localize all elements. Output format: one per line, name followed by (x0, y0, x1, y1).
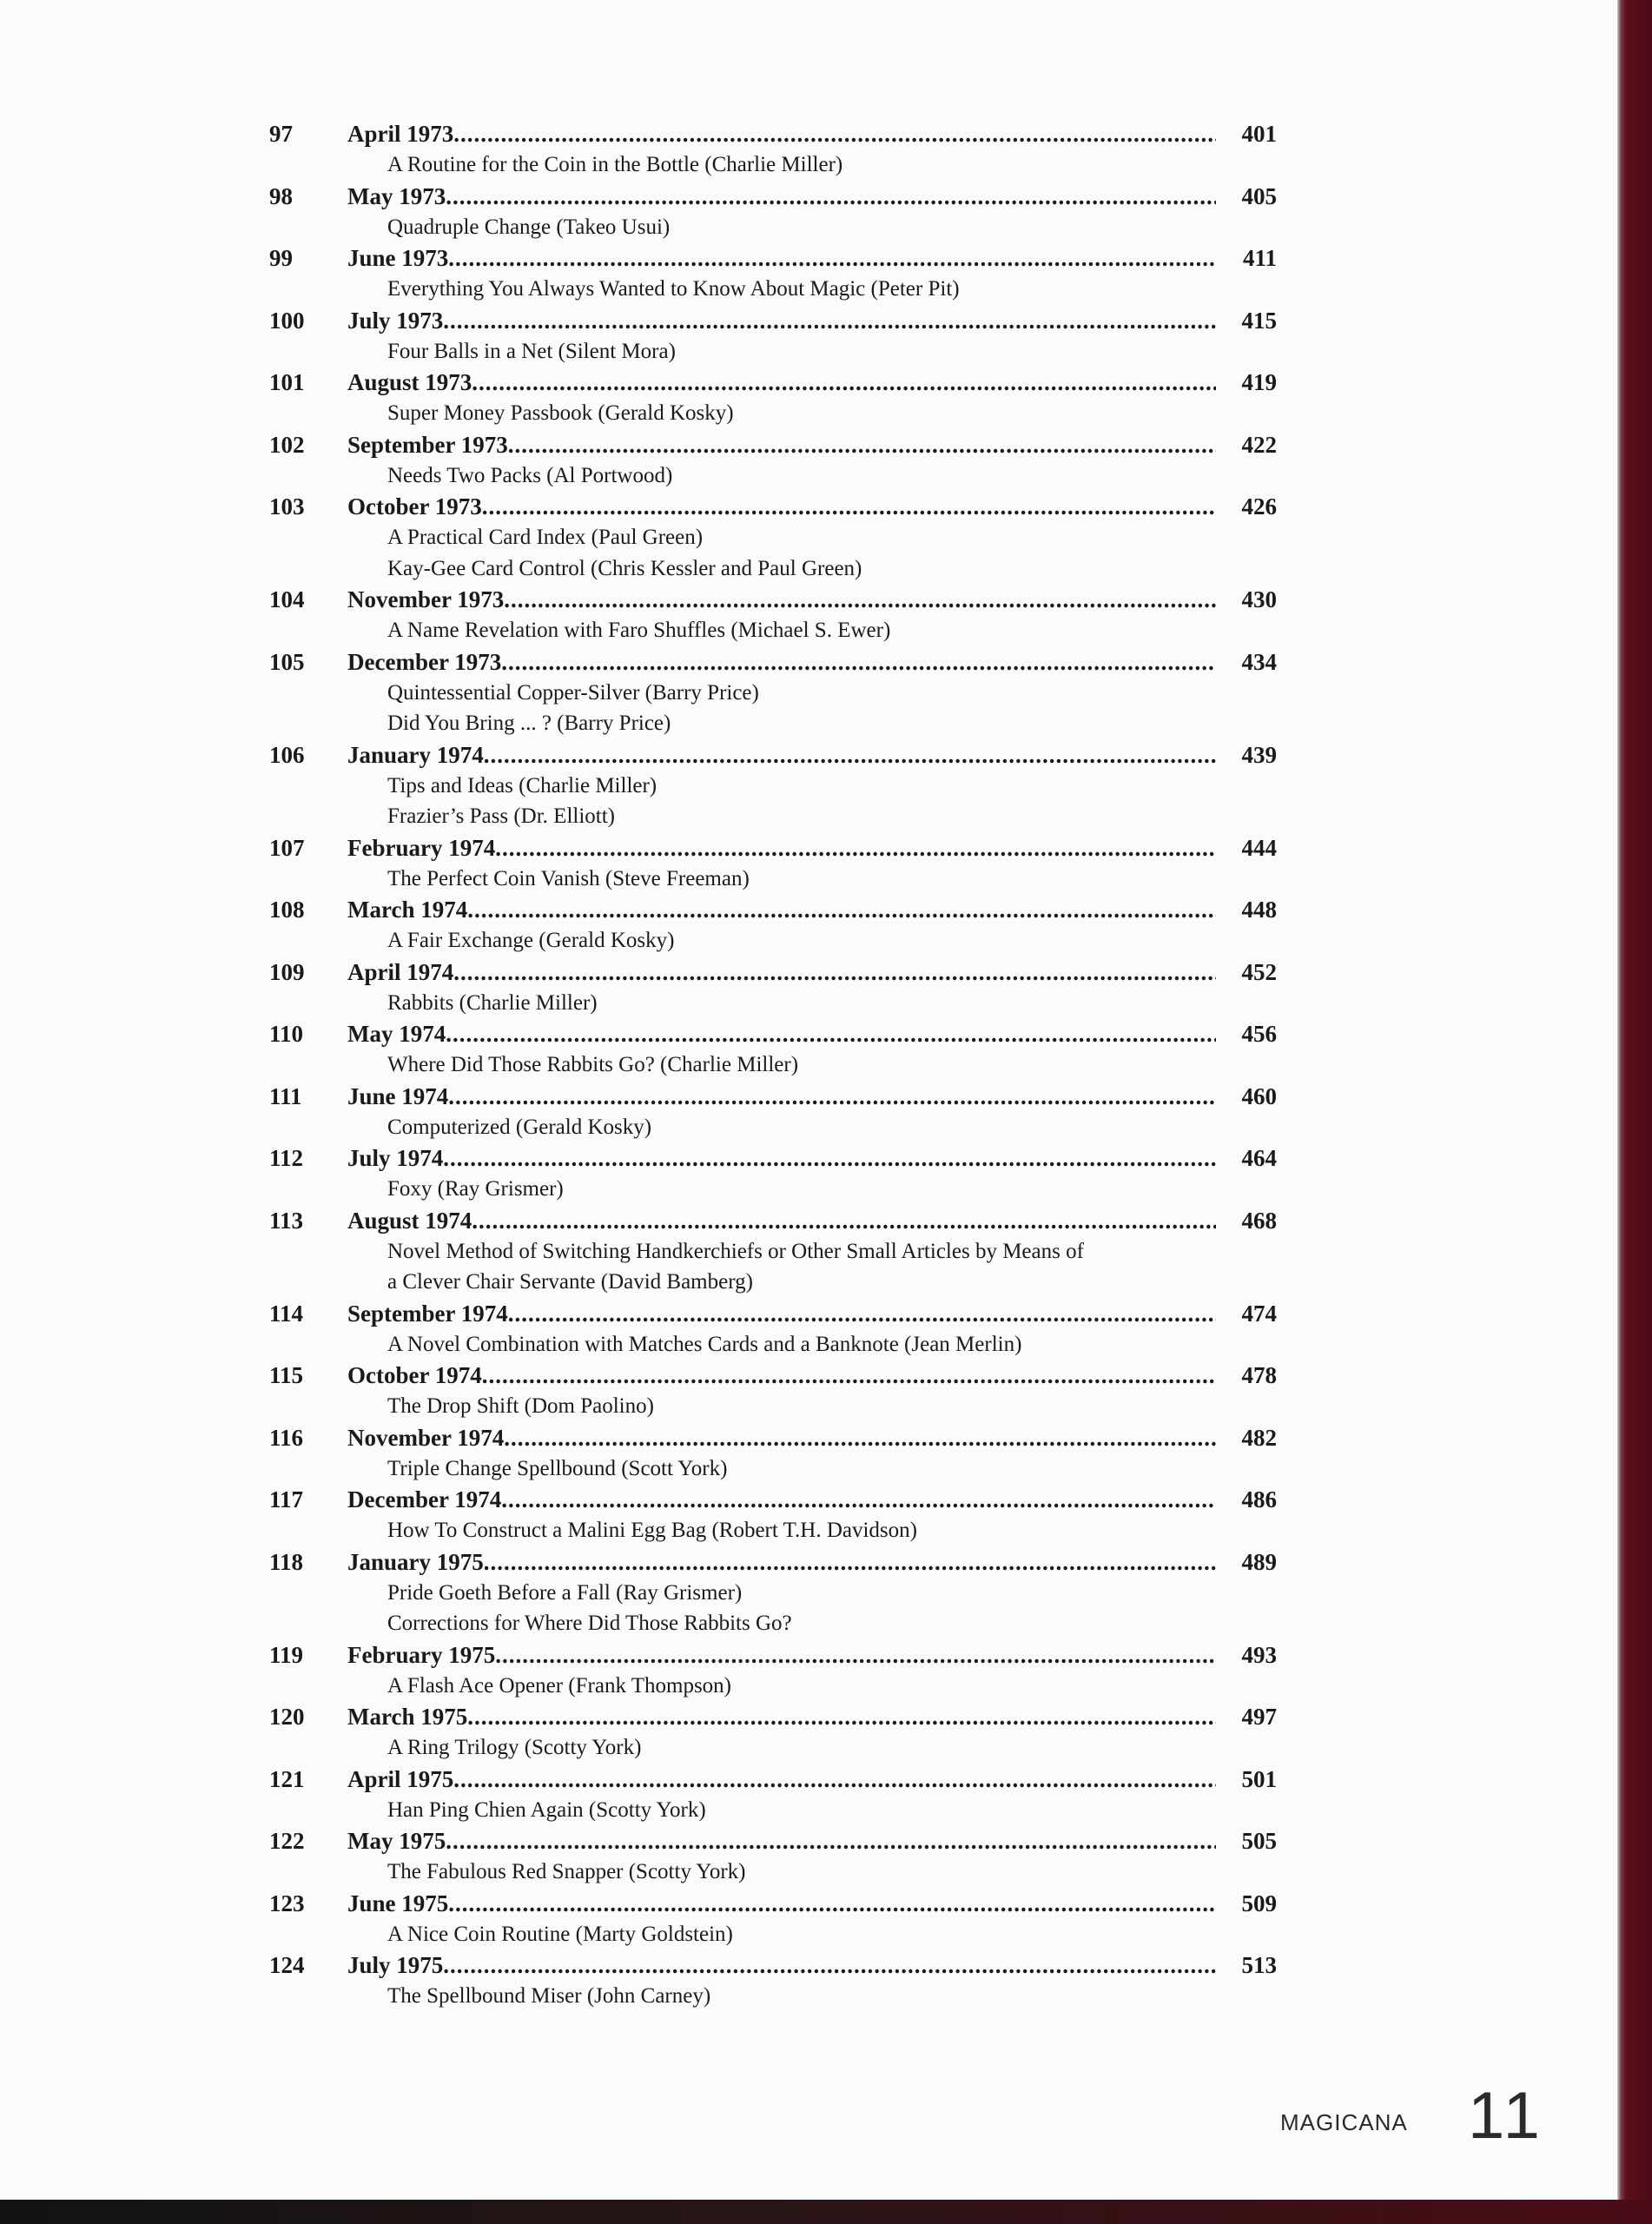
issue-number: 119 (269, 1641, 304, 1668)
issue-page-number: 468 (1241, 1207, 1277, 1234)
toc-entry-heading (269, 1484, 1277, 1515)
article-title: Where Did Those Rabbits Go? (Charlie Miller) (387, 1053, 799, 1076)
toc-entry-heading (269, 1546, 1277, 1578)
issue-date: November 1974 ..... (347, 1422, 1216, 1453)
issue-number: 122 (269, 1828, 305, 1854)
toc-entry (269, 646, 1277, 739)
issue-number: 107 (269, 834, 305, 861)
issue-page-number: 430 (1241, 586, 1277, 612)
toc-entry-heading (269, 367, 1277, 398)
toc-entry (269, 181, 1277, 243)
article-title: A Ring Trilogy (Scotty York) (387, 1736, 642, 1759)
issue-page-number: 448 (1241, 897, 1277, 923)
issue-number: 121 (269, 1765, 305, 1792)
toc-entry (269, 1081, 1277, 1143)
toc-entry (269, 1142, 1277, 1205)
toc-entry-heading (269, 1825, 1277, 1857)
issue-page-number: 439 (1241, 741, 1277, 768)
issue-number: 115 (269, 1362, 304, 1388)
toc-entry (269, 1205, 1277, 1298)
article-title: Did You Bring ... ? (Barry Price) (387, 712, 671, 735)
issue-number: 117 (269, 1486, 304, 1512)
article-title: Corrections for Where Did Those Rabbits Go? (387, 1612, 792, 1635)
issue-number: 109 (269, 958, 305, 985)
article-title: Foxy (Ray Grismer) (387, 1177, 564, 1201)
issue-date: May 1973 ..... (347, 181, 1216, 212)
toc-entry-heading (269, 1360, 1277, 1391)
issue-date: March 1975 ..... (347, 1701, 1216, 1732)
toc-entry-heading (269, 118, 1277, 149)
issue-page-number: 415 (1241, 307, 1277, 334)
issue-page-number: 401 (1241, 121, 1277, 147)
issue-page-number: 493 (1241, 1641, 1277, 1668)
running-footer-title: MAGICANA (1280, 2109, 1408, 2135)
toc-entry-heading (269, 305, 1277, 336)
toc-entry (269, 429, 1277, 492)
issue-page-number: 497 (1241, 1704, 1277, 1730)
issue-date: September 1973 ..... (347, 429, 1216, 460)
article-title: The Fabulous Red Snapper (Scotty York) (387, 1860, 746, 1883)
issue-date: October 1973 ..... (347, 491, 1216, 522)
article-title: a Clever Chair Servante (David Bamberg) (387, 1270, 753, 1294)
issue-date: December 1973 ..... (347, 646, 1216, 678)
issue-number: 101 (269, 369, 305, 395)
issue-date: August 1974 ..... (347, 1205, 1216, 1236)
toc-entry (269, 1360, 1277, 1422)
issue-page-number: 501 (1241, 1765, 1277, 1792)
issue-date: April 1973 ..... (347, 118, 1216, 149)
toc-entry (269, 1422, 1277, 1485)
toc-entry (269, 305, 1277, 367)
article-title: Novel Method of Switching Handkerchiefs or Other Small Articles by Means of (387, 1239, 1084, 1263)
article-title: The Perfect Coin Vanish (Steve Freeman) (387, 866, 750, 890)
article-title: The Spellbound Miser (John Carney) (387, 1984, 711, 2008)
toc-entry-heading (269, 1205, 1277, 1236)
issue-date: January 1974 ..... (347, 739, 1216, 771)
issue-page-number: 489 (1241, 1548, 1277, 1575)
toc-entry-heading (269, 584, 1277, 615)
issue-page-number: 419 (1241, 369, 1277, 395)
toc-entry-heading (269, 1081, 1277, 1112)
issue-number: 105 (269, 648, 305, 675)
issue-number: 106 (269, 741, 305, 768)
toc-entry-heading (269, 1639, 1277, 1671)
toc-entry-heading (269, 1018, 1277, 1049)
issue-page-number: 464 (1241, 1145, 1277, 1171)
book-spine-edge (1617, 0, 1652, 2200)
toc-entry-heading (269, 646, 1277, 678)
article-title: Quintessential Copper-Silver (Barry Price) (387, 680, 759, 705)
issue-date: March 1974 ..... (347, 894, 1216, 925)
issue-date: December 1974 ..... (347, 1484, 1216, 1515)
issue-number: 108 (269, 897, 305, 923)
issue-page-number: 482 (1241, 1424, 1277, 1451)
toc-entry-heading (269, 1298, 1277, 1329)
toc-entry (269, 1639, 1277, 1702)
issue-date: October 1974 ..... (347, 1360, 1216, 1391)
issue-date: June 1975 ..... (347, 1888, 1216, 1919)
issue-number: 111 (269, 1082, 302, 1109)
issue-date: July 1974 ..... (347, 1142, 1216, 1174)
issue-page-number: 478 (1241, 1362, 1277, 1388)
issue-page-number: 434 (1241, 648, 1277, 675)
article-title: Frazier’s Pass (Dr. Elliott) (387, 804, 615, 828)
issue-number: 99 (269, 245, 293, 271)
issue-date: May 1974 ..... (347, 1018, 1216, 1049)
issue-date: September 1974 ..... (347, 1298, 1216, 1329)
issue-number: 116 (269, 1424, 304, 1451)
issue-date: November 1973 ..... (347, 584, 1216, 615)
article-title: A Practical Card Index (Paul Green) (387, 526, 704, 549)
article-title: A Name Revelation with Faro Shuffles (Michael S. Ewer) (387, 619, 891, 642)
issue-date: January 1975 ..... (347, 1546, 1216, 1578)
toc-entry-heading (269, 1422, 1277, 1453)
issue-page-number: 513 (1241, 1952, 1277, 1978)
toc-entry-heading (269, 491, 1277, 522)
issue-date: April 1974 ..... (347, 956, 1216, 988)
article-title: The Drop Shift (Dom Paolino) (387, 1394, 654, 1418)
toc-entry-heading (269, 956, 1277, 988)
toc-entry-heading (269, 1888, 1277, 1919)
toc-entry (269, 832, 1277, 895)
issue-date: April 1975 ..... (347, 1764, 1216, 1795)
issue-number: 98 (269, 182, 293, 209)
toc-entry (269, 584, 1277, 646)
issue-date: June 1973 ..... (347, 242, 1216, 274)
toc-entry (269, 1018, 1277, 1081)
issue-number: 114 (269, 1300, 304, 1327)
issue-number: 100 (269, 307, 305, 334)
issue-page-number: 509 (1241, 1890, 1277, 1916)
toc-entry (269, 367, 1277, 429)
toc-entry (269, 491, 1277, 584)
issue-page-number: 452 (1241, 958, 1277, 985)
article-title: Needs Two Packs (Al Portwood) (387, 463, 673, 487)
article-title: A Fair Exchange (Gerald Kosky) (387, 929, 675, 952)
toc-entry (269, 1949, 1277, 2012)
issue-number: 110 (269, 1021, 304, 1047)
issue-page-number: 405 (1241, 182, 1277, 209)
toc-entry-heading (269, 181, 1277, 212)
toc-entry-heading (269, 1142, 1277, 1174)
toc-entry (269, 242, 1277, 305)
article-title: Triple Change Spellbound (Scott York) (387, 1456, 728, 1480)
article-title: How To Construct a Malini Egg Bag (Robert T.H. Davidson) (387, 1519, 917, 1542)
issue-page-number: 460 (1241, 1082, 1277, 1109)
toc-entry (269, 118, 1277, 181)
toc-entry (269, 1484, 1277, 1546)
issue-number: 97 (269, 121, 293, 147)
issue-date: July 1973 ..... (347, 305, 1216, 336)
toc-entry (269, 1764, 1277, 1826)
issue-date: February 1974 ..... (347, 832, 1216, 864)
article-title: A Novel Combination with Matches Cards and a Banknote (Jean Merlin) (387, 1332, 1022, 1356)
article-title: Rabbits (Charlie Miller) (387, 990, 598, 1015)
issue-number: 103 (269, 493, 305, 520)
table-of-contents (269, 118, 1277, 2012)
issue-page-number: 456 (1241, 1021, 1277, 1047)
issue-number: 120 (269, 1704, 305, 1730)
toc-entry-heading (269, 739, 1277, 771)
issue-number: 104 (269, 586, 305, 612)
toc-entry (269, 1701, 1277, 1764)
article-title: Computerized (Gerald Kosky) (387, 1115, 652, 1139)
article-title: Quadruple Change (Takeo Usui) (387, 215, 671, 239)
article-title: A Flash Ace Opener (Frank Thompson) (387, 1673, 732, 1698)
article-title: Everything You Always Wanted to Know About Magic (Peter Pit) (387, 277, 960, 301)
issue-number: 113 (269, 1207, 304, 1234)
toc-entry (269, 894, 1277, 956)
article-title: A Nice Coin Routine (Marty Goldstein) (387, 1922, 733, 1946)
toc-entry (269, 739, 1277, 832)
issue-date: August 1973 ..... (347, 367, 1216, 398)
toc-entry (269, 1546, 1277, 1639)
page-number: 11 (1468, 2079, 1543, 2153)
issue-page-number: 444 (1241, 834, 1277, 861)
issue-date: February 1975 ..... (347, 1639, 1216, 1671)
toc-entry-heading (269, 1764, 1277, 1795)
toc-entry (269, 1888, 1277, 1950)
toc-entry-heading (269, 429, 1277, 460)
toc-entry-heading (269, 242, 1277, 274)
issue-number: 112 (269, 1145, 304, 1171)
issue-page-number: 505 (1241, 1828, 1277, 1854)
article-title: A Routine for the Coin in the Bottle (Charlie Miller) (387, 153, 843, 176)
toc-entry (269, 1825, 1277, 1888)
article-title: Tips and Ideas (Charlie Miller) (387, 773, 657, 798)
issue-number: 123 (269, 1890, 305, 1916)
issue-number: 102 (269, 431, 305, 458)
article-title: Pride Goeth Before a Fall (Ray Grismer) (387, 1580, 743, 1605)
issue-page-number: 486 (1241, 1486, 1277, 1512)
toc-entry-heading (269, 1949, 1277, 1981)
toc-entry-heading (269, 894, 1277, 925)
issue-page-number: 426 (1241, 493, 1277, 520)
issue-number: 124 (269, 1952, 305, 1978)
article-title: Super Money Passbook (Gerald Kosky) (387, 401, 734, 425)
toc-entry (269, 956, 1277, 1019)
issue-page-number: 411 (1242, 245, 1277, 271)
article-title: Four Balls in a Net (Silent Mora) (387, 339, 676, 363)
issue-date: May 1975 ..... (347, 1825, 1216, 1857)
scan-bottom-edge (0, 2200, 1652, 2224)
issue-date: June 1974 ..... (347, 1081, 1216, 1112)
toc-entry-heading (269, 1701, 1277, 1732)
issue-number: 118 (269, 1548, 304, 1575)
article-title: Han Ping Chien Again (Scotty York) (387, 1797, 706, 1822)
issue-page-number: 422 (1241, 431, 1277, 458)
issue-date: July 1975 ..... (347, 1949, 1216, 1981)
toc-entry (269, 1298, 1277, 1360)
issue-page-number: 474 (1241, 1300, 1277, 1327)
article-title: Kay-Gee Card Control (Chris Kessler and Paul Green) (387, 556, 862, 580)
toc-entry-heading (269, 832, 1277, 864)
